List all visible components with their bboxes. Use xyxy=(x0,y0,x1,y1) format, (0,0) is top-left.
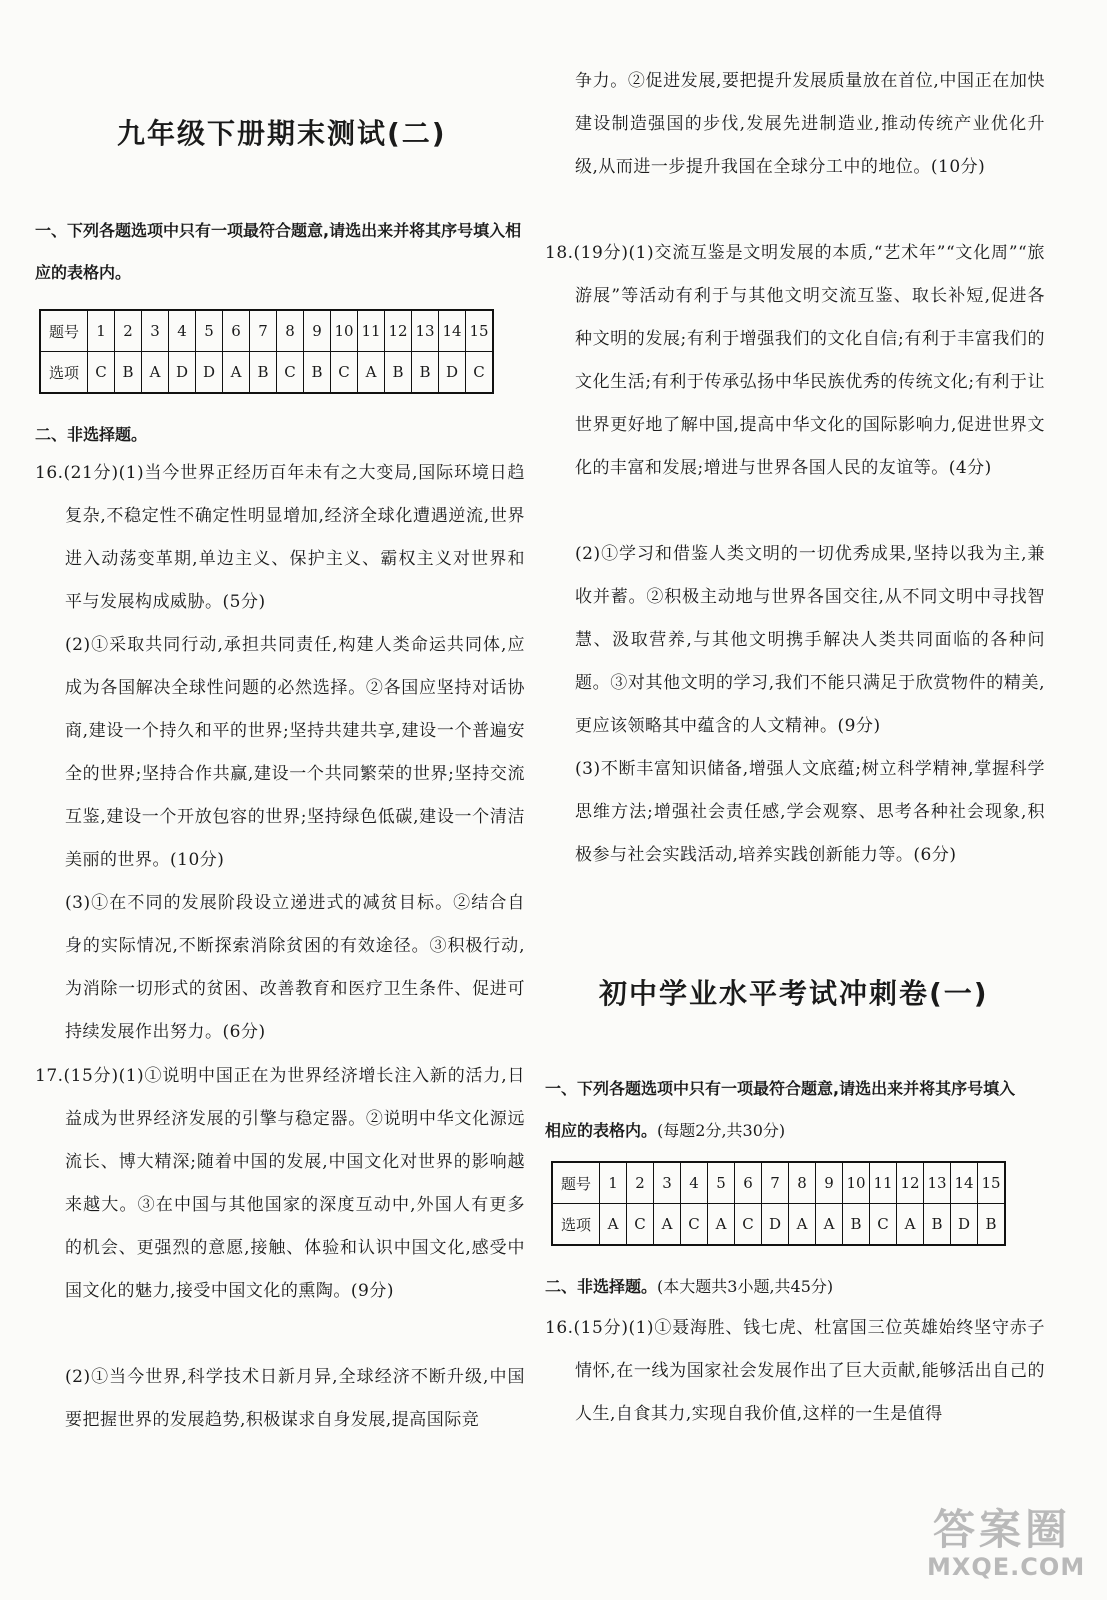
section1-heading-left: 一、下列各题选项中只有一项最符合题意,请选出来并将其序号填入相应的表格内。 xyxy=(35,221,522,282)
question-number-cell: 14 xyxy=(439,310,466,352)
exam-title-left: 九年级下册期末测试(二) xyxy=(117,117,447,150)
answer-cell: A xyxy=(897,1204,924,1246)
answer-cell: C xyxy=(466,352,494,394)
question-number-cell: 5 xyxy=(196,310,223,352)
question-number-cell: 3 xyxy=(142,310,169,352)
answer-cell: C xyxy=(870,1204,897,1246)
answer-cell: A xyxy=(358,352,385,394)
answer-cell: D xyxy=(196,352,223,394)
answer-cell: B xyxy=(412,352,439,394)
q16-part1: 16.(21分)(1)当今世界正经历百年未有之大变局,国际环境日趋复杂,不稳定性不确定性明显增加,经济全球化遭遇逆流,世界进入动荡变革期,单边主义、保护主义、霸权主义对世界和平与发展构成威胁。(5分) xyxy=(35,463,525,612)
answer-cell: A xyxy=(654,1204,681,1246)
section1-score-note: (每题2分,共30分) xyxy=(657,1121,786,1140)
answer-cell: B xyxy=(385,352,412,394)
question-number-cell: 4 xyxy=(169,310,196,352)
answer-cell: C xyxy=(681,1204,708,1246)
question-number-cell: 13 xyxy=(412,310,439,352)
answer-table-right xyxy=(551,1161,1006,1246)
answer-cell: A xyxy=(789,1204,816,1246)
answer-cell: A xyxy=(600,1204,627,1246)
q18-part2: (2)①学习和借鉴人类文明的一切优秀成果,坚持以我为主,兼收并蓄。②积极主动地与世界各国交往,从不同文明中寻找智慧、汲取营养,与其他文明携手解决人类共同面临的各种问题。③对其他文明的学习,我们不能只满足于欣赏物件的精美,更应该领略其中蕴含的人文精神。(9分) xyxy=(575,544,1045,736)
answer-table-left xyxy=(39,309,494,394)
question-number-cell: 15 xyxy=(978,1162,1006,1204)
answer-cell: A xyxy=(142,352,169,394)
question-number-cell: 2 xyxy=(115,310,142,352)
question-number-cell: 5 xyxy=(708,1162,735,1204)
question-number-cell: 12 xyxy=(385,310,412,352)
section2-heading-right xyxy=(545,1266,833,1308)
answer-cell: C xyxy=(88,352,115,394)
question-number-cell: 2 xyxy=(627,1162,654,1204)
table-answer-label: 选项 xyxy=(552,1204,600,1246)
answer-table-number-row xyxy=(552,1162,1005,1204)
question-number-cell: 15 xyxy=(466,310,494,352)
answer-cell: B xyxy=(304,352,331,394)
answer-cell: A xyxy=(816,1204,843,1246)
question-number-cell: 9 xyxy=(304,310,331,352)
section2-heading-text: 二、非选择题。 xyxy=(545,1277,658,1296)
table-header-label: 题号 xyxy=(552,1162,600,1204)
answer-cell: B xyxy=(250,352,277,394)
question-number-cell: 4 xyxy=(681,1162,708,1204)
question-number-cell: 1 xyxy=(600,1162,627,1204)
section2-score-note: (本大题共3小题,共45分) xyxy=(657,1277,834,1296)
section1-heading-right xyxy=(545,1068,1025,1152)
answer-cell: A xyxy=(708,1204,735,1246)
q18-part3: (3)不断丰富知识储备,增强人文底蕴;树立科学精神,掌握科学思维方法;增强社会责任感,学会观察、思考各种社会现象,积极参与社会实践活动,培养实践创新能力等。(6分) xyxy=(575,759,1045,865)
answer-cell: C xyxy=(331,352,358,394)
answer-cell: B xyxy=(924,1204,951,1246)
question-number-cell: 1 xyxy=(88,310,115,352)
q17-part1: 17.(15分)(1)①说明中国正在为世界经济增长注入新的活力,日益成为世界经济发展的引擎与稳定器。②说明中华文化源远流长、博大精深;随着中国的发展,中国文化对世界的影响越来越大。③在中国与其他国家的深度互动中,外国人有更多的机会、更强烈的意愿,接触、体验和认识中国文化,感受中国文化的魅力,接受中国文化的熏陶。(9分) xyxy=(35,1066,525,1301)
question-number-cell: 13 xyxy=(924,1162,951,1204)
question-number-cell: 6 xyxy=(223,310,250,352)
answer-cell: D xyxy=(169,352,196,394)
question-number-cell: 7 xyxy=(250,310,277,352)
question-number-cell: 9 xyxy=(816,1162,843,1204)
answer-cell: C xyxy=(277,352,304,394)
question-number-cell: 12 xyxy=(897,1162,924,1204)
answer-cell: B xyxy=(843,1204,870,1246)
q16-part2: (2)①采取共同行动,承担共同责任,构建人类命运共同体,应成为各国解决全球性问题的必然选择。②各国应坚持对话协商,建设一个持久和平的世界;坚持共建共享,建设一个普遍安全的世界;坚持合作共赢,建设一个共同繁荣的世界;坚持交流互鉴,建设一个开放包容的世界;坚持绿色低碳,建设一个清洁美丽的世界。(10分) xyxy=(65,635,525,870)
answer-table-number-row xyxy=(40,310,493,352)
answer-cell: D xyxy=(762,1204,789,1246)
answer-table-answer-row xyxy=(40,352,493,394)
watermark-logo: 答案圈 xyxy=(932,1505,1071,1554)
q17-continued: 争力。②促进发展,要把提升发展质量放在首位,中国正在加快建设制造强国的步伐,发展先进制造业,推动传统产业优化升级,从而进一步提升我国在全球分工中的地位。(10分) xyxy=(575,71,1045,177)
question-number-cell: 14 xyxy=(951,1162,978,1204)
answer-cell: B xyxy=(978,1204,1006,1246)
q16-part3: (3)①在不同的发展阶段设立递进式的减贫目标。②结合自身的实际情况,不断探索消除贫困的有效途径。③积极行动,为消除一切形式的贫困、改善教育和医疗卫生条件、促进可持续发展作出努力。(6分) xyxy=(65,893,525,1042)
section2-heading-left: 二、非选择题。 xyxy=(35,425,148,444)
watermark-url: MXQE.COM xyxy=(927,1553,1086,1581)
question-number-cell: 8 xyxy=(789,1162,816,1204)
q16-right: 16.(15分)(1)①聂海胜、钱七虎、杜富国三位英雄始终坚守赤子情怀,在一线为国家社会发展作出了巨大贡献,能够活出自己的人生,自食其力,实现自我价值,这样的一生是值得 xyxy=(545,1318,1045,1424)
answer-cell: C xyxy=(627,1204,654,1246)
watermark xyxy=(927,1505,1086,1586)
question-number-cell: 8 xyxy=(277,310,304,352)
answer-cell: A xyxy=(223,352,250,394)
answer-table-answer-row xyxy=(552,1204,1005,1246)
q18-part1: 18.(19分)(1)交流互鉴是文明发展的本质,“艺术年”“文化周”“旅游展”等活动有利于与其他文明交流互鉴、取长补短,促进各种文明的发展;有利于增强我们的文化自信;有利于丰富我们的文化生活;有利于传承弘扬中华民族优秀的传统文化;有利于让世界更好地了解中国,提高中华文化的国际影响力,促进世界文化的丰富和发展;增进与世界各国人民的友谊等。(4分) xyxy=(545,243,1045,478)
answer-cell: D xyxy=(951,1204,978,1246)
question-number-cell: 6 xyxy=(735,1162,762,1204)
question-number-cell: 7 xyxy=(762,1162,789,1204)
question-number-cell: 11 xyxy=(870,1162,897,1204)
answer-cell: B xyxy=(115,352,142,394)
question-number-cell: 10 xyxy=(843,1162,870,1204)
table-header-label: 题号 xyxy=(40,310,88,352)
question-number-cell: 3 xyxy=(654,1162,681,1204)
q17-part2: (2)①当今世界,科学技术日新月异,全球经济不断升级,中国要把握世界的发展趋势,积极谋求自身发展,提高国际竞 xyxy=(65,1367,525,1430)
question-number-cell: 10 xyxy=(331,310,358,352)
answer-cell: C xyxy=(735,1204,762,1246)
section1-heading-text: 一、下列各题选项中只有一项最符合题意,请选出来并将其序号填入相应的表格内。 xyxy=(545,1079,1016,1140)
table-answer-label: 选项 xyxy=(40,352,88,394)
exam-title-right: 初中学业水平考试冲刺卷(一) xyxy=(599,977,989,1010)
question-number-cell: 11 xyxy=(358,310,385,352)
answer-cell: D xyxy=(439,352,466,394)
